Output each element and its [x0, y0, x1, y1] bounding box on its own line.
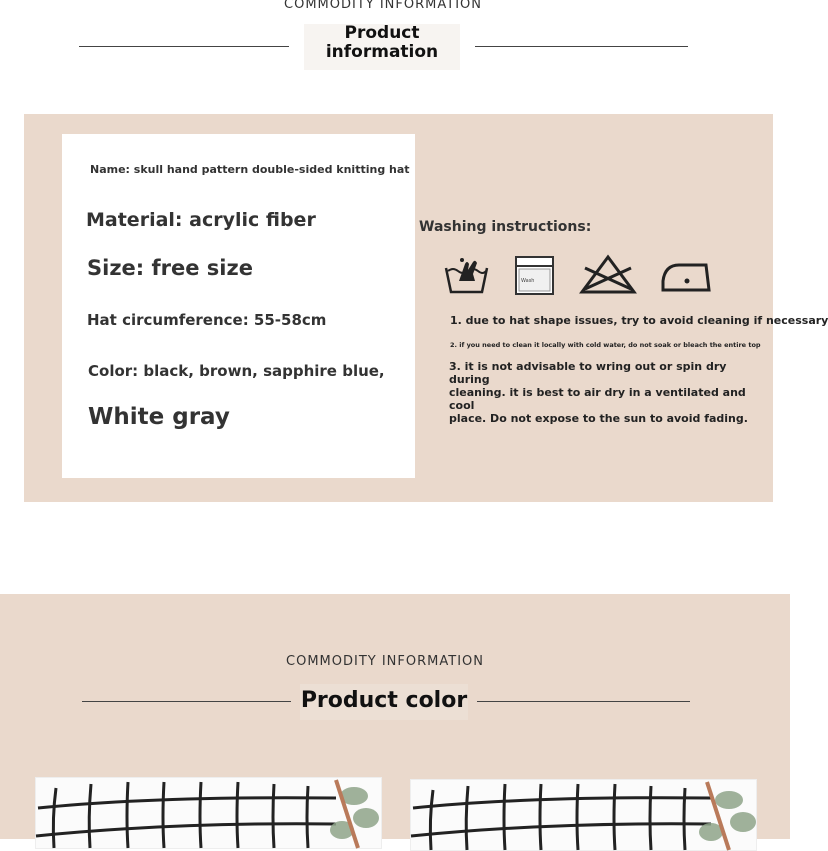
wash-note-2: 2. if you need to clean it locally with cold water, do not soak or bleach the entire top — [450, 341, 761, 349]
color-text-cont: White gray — [88, 404, 230, 430]
divider-right — [475, 46, 688, 47]
circumference-text: Hat circumference: 55-58cm — [87, 311, 327, 329]
divider2-left — [82, 701, 291, 702]
section-title-line1: Product — [344, 23, 420, 43]
section-title — [304, 24, 460, 70]
wash-note-3 — [449, 360, 769, 425]
wash-note-3-line1: 3. it is not advisable to wring out or spin dry during — [449, 360, 727, 386]
spec-card — [62, 134, 415, 478]
product-name: Name: skull hand pattern double-sided knitting hat — [90, 163, 410, 176]
color-text: Color: black, brown, sapphire blue, — [88, 362, 385, 380]
section-title-line2: information — [325, 42, 439, 62]
wash-label-icon — [514, 255, 556, 297]
washing-title: Washing instructions: — [419, 219, 592, 235]
divider-left — [79, 46, 289, 47]
section2-caps: COMMODITY INFORMATION — [286, 654, 484, 669]
material-text: Material: acrylic fiber — [86, 209, 316, 231]
wash-label-text: Wash — [521, 278, 535, 284]
size-text: Size: free size — [87, 256, 253, 280]
wash-note-3-line3: place. Do not expose to the sun to avoid fading. — [449, 412, 748, 425]
section2-title: Product color — [300, 684, 468, 720]
hand-wash-icon — [444, 254, 490, 296]
iron-icon — [659, 257, 713, 295]
section-caps: COMMODITY INFORMATION — [284, 0, 482, 12]
product-photo-2 — [410, 779, 757, 851]
wash-note-3-line2: cleaning. it is best to air dry in a ventilated and cool — [449, 386, 746, 412]
do-not-bleach-icon — [579, 254, 637, 296]
wash-note-1: 1. due to hat shape issues, try to avoid cleaning if necessary — [450, 314, 828, 327]
product-photo-1 — [35, 777, 382, 849]
divider2-right — [477, 701, 690, 702]
